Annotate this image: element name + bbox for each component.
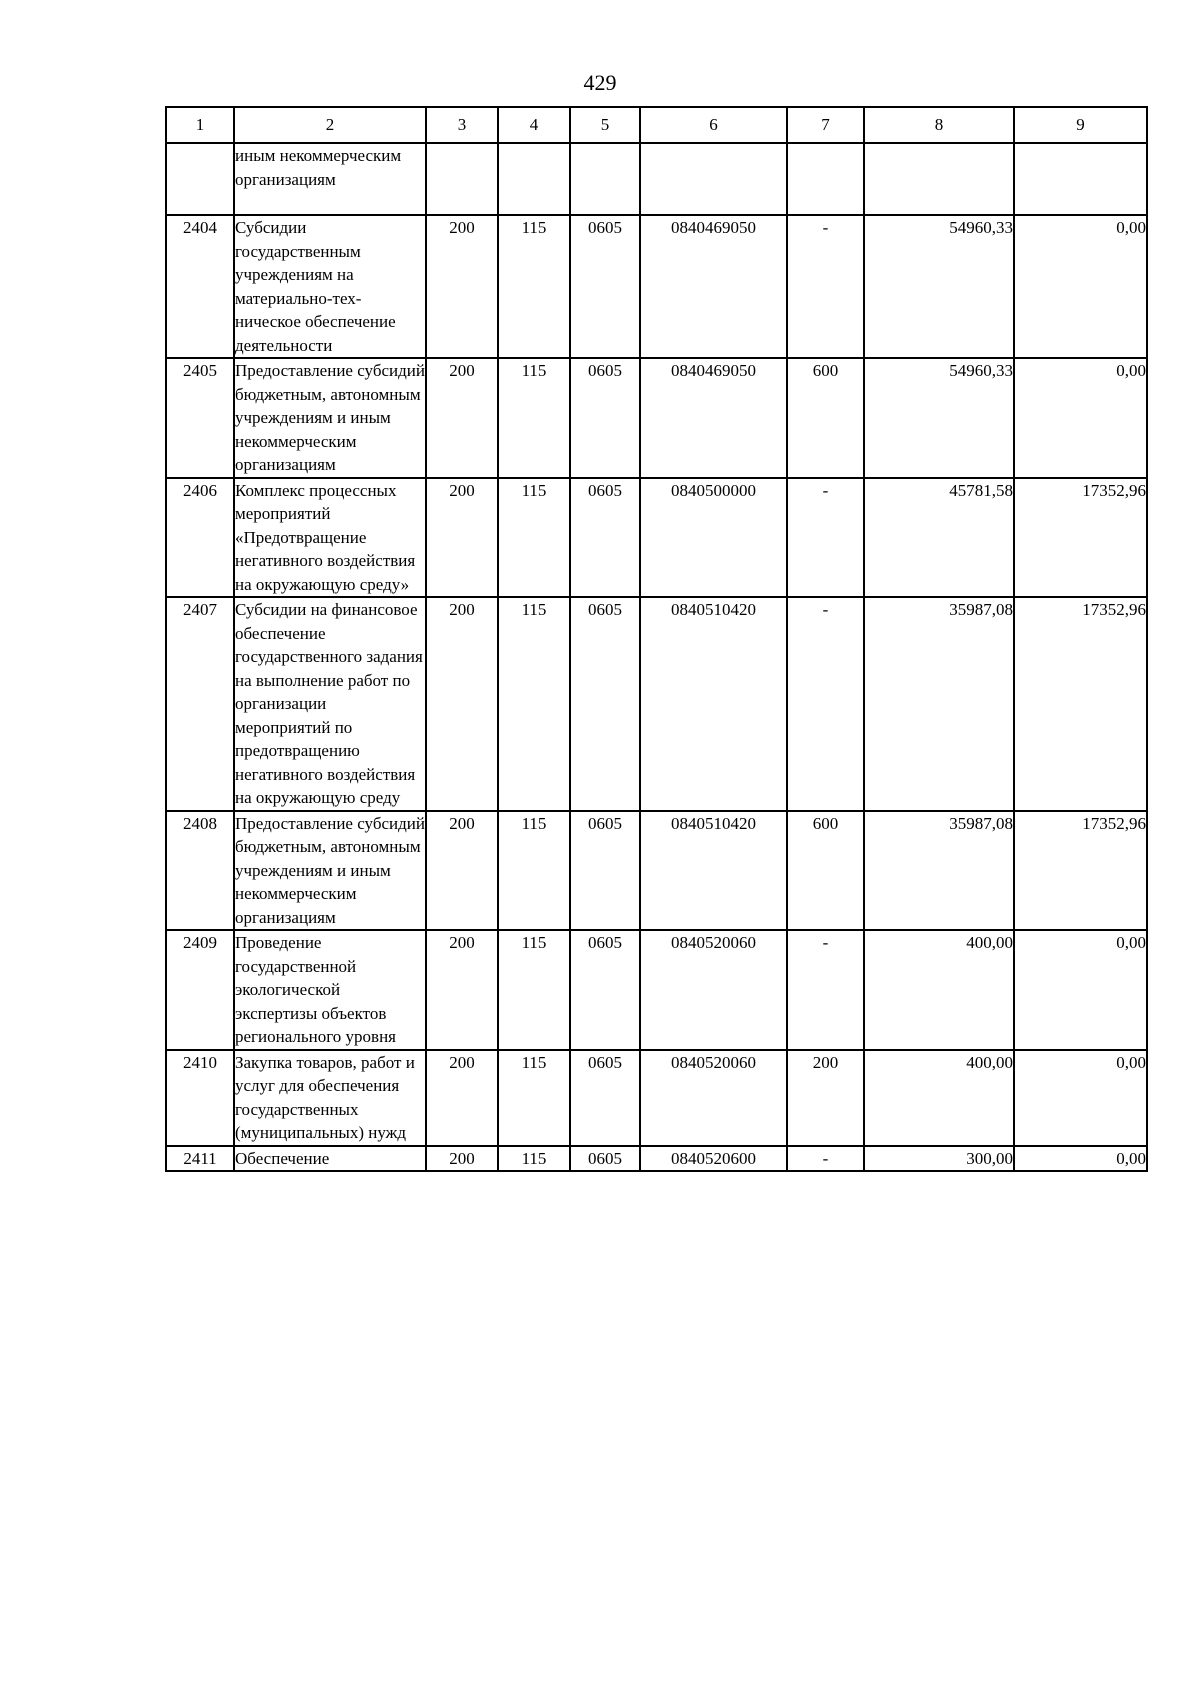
table-row [166,215,1147,358]
row-name: Субсидии государственным учреждениям на материально-тех-ническое обеспечение деятельности [234,215,426,358]
table-row [166,478,1147,598]
cell-col9: 0,00 [1014,1146,1147,1172]
table-row [166,1050,1147,1146]
cell-col8 [864,143,1014,215]
cell-col4: 115 [498,930,570,1050]
cell-col8: 400,00 [864,930,1014,1050]
cell-col6: 0840510420 [640,597,787,811]
row-name: Закупка товаров, работ и услуг для обеспечения государственных (муниципальных) нужд [234,1050,426,1146]
cell-col7: - [787,215,864,358]
cell-col8: 35987,08 [864,811,1014,931]
column-header-6: 6 [640,107,787,143]
column-header-4: 4 [498,107,570,143]
cell-col7: 200 [787,1050,864,1146]
row-number: 2404 [166,215,234,358]
row-name: Предоставление субсидий бюджетным, автономным учреждениям и иным некоммерческим организациям [234,811,426,931]
column-header-1: 1 [166,107,234,143]
cell-col4: 115 [498,597,570,811]
cell-col5: 0605 [570,215,640,358]
cell-col8: 300,00 [864,1146,1014,1172]
table-header-row [166,107,1147,143]
cell-col9: 0,00 [1014,930,1147,1050]
cell-col3: 200 [426,597,498,811]
cell-col3: 200 [426,1050,498,1146]
cell-col9: 0,00 [1014,215,1147,358]
cell-col7: - [787,1146,864,1172]
table-row [166,930,1147,1050]
column-header-7: 7 [787,107,864,143]
column-header-2: 2 [234,107,426,143]
cell-col9: 17352,96 [1014,478,1147,598]
row-name: Субсидии на финансовое обеспечение государственного задания на выполнение работ по организации мероприятий по предотвращению негативного воздействия на окружающую среду [234,597,426,811]
cell-col6 [640,143,787,215]
table-row [166,143,1147,215]
cell-col7: 600 [787,811,864,931]
cell-col3: 200 [426,478,498,598]
cell-col3: 200 [426,1146,498,1172]
table-row [166,1146,1147,1172]
row-name: Предоставление субсидий бюджетным, автономным учреждениям и иным некоммерческим организациям [234,358,426,478]
cell-col9: 0,00 [1014,358,1147,478]
row-name: Проведение государственной экологической экспертизы объектов регионального уровня [234,930,426,1050]
row-number: 2410 [166,1050,234,1146]
cell-col6: 0840520600 [640,1146,787,1172]
column-header-5: 5 [570,107,640,143]
cell-col3: 200 [426,215,498,358]
cell-col4: 115 [498,358,570,478]
cell-col9: 17352,96 [1014,597,1147,811]
cell-col6: 0840520060 [640,930,787,1050]
cell-col4: 115 [498,478,570,598]
cell-col5: 0605 [570,358,640,478]
cell-col3 [426,143,498,215]
cell-col6: 0840469050 [640,215,787,358]
cell-col9: 0,00 [1014,1050,1147,1146]
row-number: 2405 [166,358,234,478]
row-number: 2406 [166,478,234,598]
cell-col6: 0840469050 [640,358,787,478]
cell-col3: 200 [426,358,498,478]
cell-col5: 0605 [570,930,640,1050]
cell-col6: 0840520060 [640,1050,787,1146]
cell-col7 [787,143,864,215]
table-row [166,597,1147,811]
cell-col8: 400,00 [864,1050,1014,1146]
column-header-8: 8 [864,107,1014,143]
budget-table [165,106,1148,1172]
cell-col3: 200 [426,811,498,931]
cell-col5: 0605 [570,1050,640,1146]
cell-col5: 0605 [570,1146,640,1172]
cell-col8: 45781,58 [864,478,1014,598]
cell-col7: - [787,478,864,598]
cell-col9 [1014,143,1147,215]
cell-col5: 0605 [570,597,640,811]
cell-col7: 600 [787,358,864,478]
row-number: 2409 [166,930,234,1050]
row-name: Обеспечение [234,1146,426,1172]
table-row [166,358,1147,478]
cell-col9: 17352,96 [1014,811,1147,931]
cell-col4: 115 [498,1050,570,1146]
row-name: иным некоммерческим организациям [234,143,426,215]
cell-col7: - [787,930,864,1050]
cell-col4 [498,143,570,215]
cell-col4: 115 [498,811,570,931]
row-number: 2407 [166,597,234,811]
cell-col5 [570,143,640,215]
cell-col6: 0840500000 [640,478,787,598]
row-name: Комплекс процессных мероприятий «Предотвращение негативного воздействия на окружающую среду» [234,478,426,598]
cell-col6: 0840510420 [640,811,787,931]
cell-col4: 115 [498,1146,570,1172]
row-number [166,143,234,215]
cell-col4: 115 [498,215,570,358]
cell-col8: 35987,08 [864,597,1014,811]
column-header-3: 3 [426,107,498,143]
cell-col5: 0605 [570,811,640,931]
row-number: 2408 [166,811,234,931]
cell-col8: 54960,33 [864,358,1014,478]
row-number: 2411 [166,1146,234,1172]
cell-col3: 200 [426,930,498,1050]
cell-col7: - [787,597,864,811]
table-row [166,811,1147,931]
cell-col8: 54960,33 [864,215,1014,358]
page-number: 429 [583,70,617,95]
cell-col5: 0605 [570,478,640,598]
column-header-9: 9 [1014,107,1147,143]
